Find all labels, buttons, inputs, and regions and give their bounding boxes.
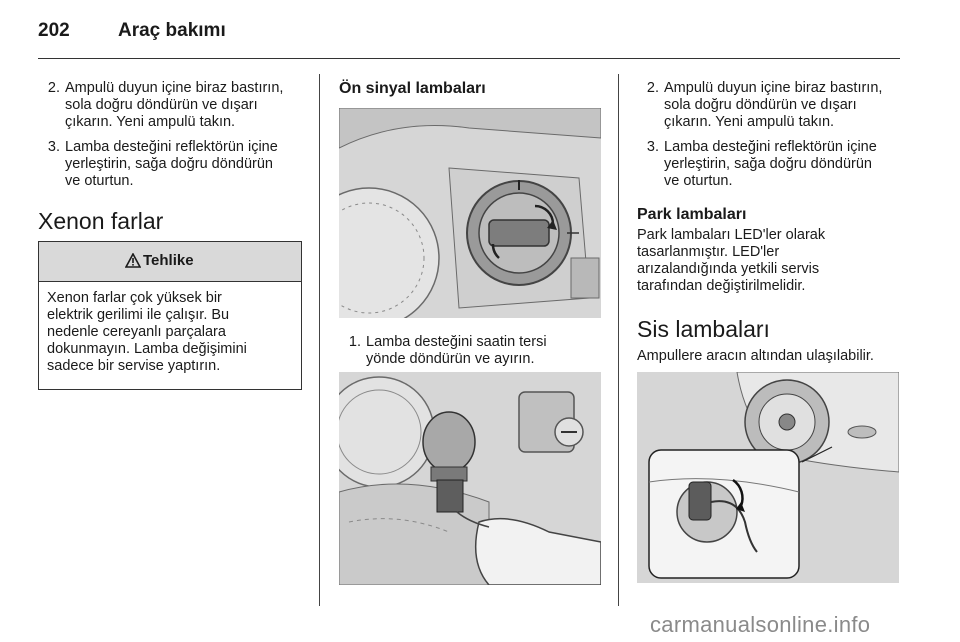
figure-fog-lamp [637, 372, 899, 583]
warning-header [39, 242, 301, 282]
warning-title: Tehlike [143, 252, 194, 269]
section-title-xenon: Xenon farlar [38, 208, 164, 234]
section-title-fog-lamps: Sis lambaları [637, 316, 770, 342]
step-text: Lamba desteğini saatin tersi yönde döndürün ve ayırın. [366, 334, 547, 367]
watermark: carmanualsonline.info [650, 612, 871, 637]
step-text: Ampulü duyun içine biraz bastırın, sola doğru döndürün ve dışarı çıkarın. Yeni ampulü takın. [65, 80, 284, 130]
column-divider-left [319, 74, 320, 606]
step-number: 3. [47, 139, 60, 155]
right-step-3 [637, 139, 907, 193]
figure-bulb-removal [339, 372, 601, 585]
page-title: Araç bakımı [118, 20, 226, 41]
header-divider [38, 58, 900, 59]
page-header [38, 14, 900, 52]
warning-text: Xenon farlar çok yüksek bir elektrik gerilimi ile çalışır. Bu nedenle cereyanlı parçalara dokunmayın. Lamba değişimini sadece bir servise yaptırın. [47, 290, 247, 374]
column-divider-right [618, 74, 619, 606]
mid-step-1 [339, 334, 609, 370]
park-lamps-text: Park lambaları LED'ler olarak tasarlanmıştır. LED'ler arızalandığında yetkili servis tarafından değiştirilmelidir. [637, 227, 826, 294]
step-text: Lamba desteğini reflektörün içine yerleştirin, sağa doğru döndürün ve oturtun. [664, 139, 877, 189]
warning-box [38, 241, 302, 390]
step-number: 3. [646, 139, 659, 155]
figure-lamp-holder [339, 108, 601, 318]
step-text: Lamba desteğini reflektörün içine yerleştirin, sağa doğru döndürün ve oturtun. [65, 139, 278, 189]
page-number: 202 [38, 20, 70, 41]
step-number: 2. [646, 80, 659, 96]
section-title-park-lamps: Park lambaları [637, 206, 747, 223]
step-number: 1. [348, 334, 361, 350]
left-step-2 [38, 80, 318, 134]
warning-triangle-icon [125, 253, 141, 273]
step-number: 2. [47, 80, 60, 96]
fog-lamps-text: Ampullere aracın altından ulaşılabilir. [637, 348, 874, 364]
right-step-2 [637, 80, 907, 134]
left-step-3 [38, 139, 318, 193]
step-text: Ampulü duyun içine biraz bastırın, sola doğru döndürün ve dışarı çıkarın. Yeni ampulü takın. [664, 80, 883, 130]
section-title-front-signal: Ön sinyal lambaları [339, 80, 486, 97]
